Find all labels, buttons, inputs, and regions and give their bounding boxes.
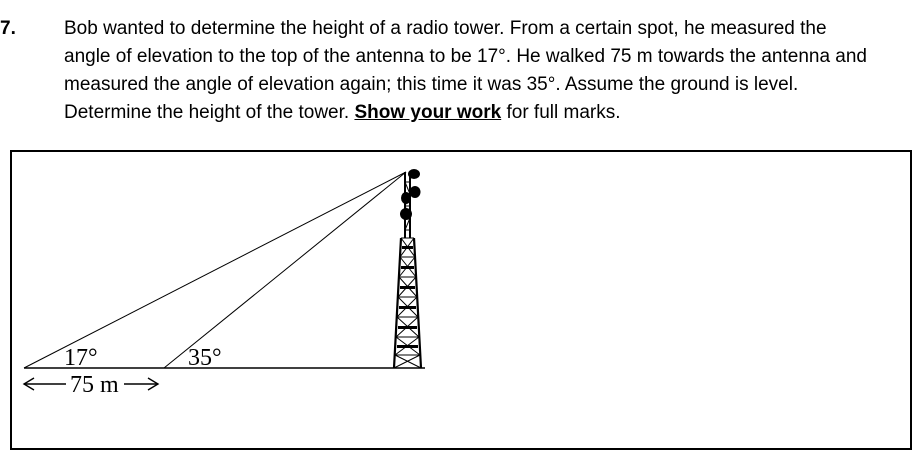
- question-text: [64, 15, 914, 127]
- radio-tower: [394, 169, 421, 368]
- distance-label: 75 m: [70, 372, 119, 398]
- sight-line-17: [24, 172, 406, 368]
- antenna-dish-3: [401, 192, 411, 204]
- question-line-3: measured the angle of elevation again; this time it was 35°. Assume the ground is level.: [64, 74, 799, 95]
- diagram-box: [10, 150, 912, 450]
- antenna-dish-4: [400, 208, 412, 220]
- question-line-4-end: for full marks.: [501, 102, 621, 123]
- question-number: 7.: [0, 18, 16, 39]
- question-line-4-start: Determine the height of the tower.: [64, 102, 355, 123]
- show-your-work-emphasis: Show your work: [354, 102, 502, 123]
- angle-35-label: 35°: [188, 345, 222, 371]
- question-line-2: angle of elevation to the top of the antenna to be 17°. He walked 75 m towards the antenna and: [64, 46, 868, 67]
- question-line-1: Bob wanted to determine the height of a radio tower. From a certain spot, he measured the: [64, 18, 827, 39]
- angle-17-label: 17°: [64, 345, 98, 371]
- tower-diagram: [12, 152, 912, 450]
- question-line-4: [64, 99, 914, 127]
- antenna-dish-2: [410, 186, 421, 198]
- antenna-dish-1: [408, 169, 420, 179]
- sight-line-35: [164, 172, 406, 368]
